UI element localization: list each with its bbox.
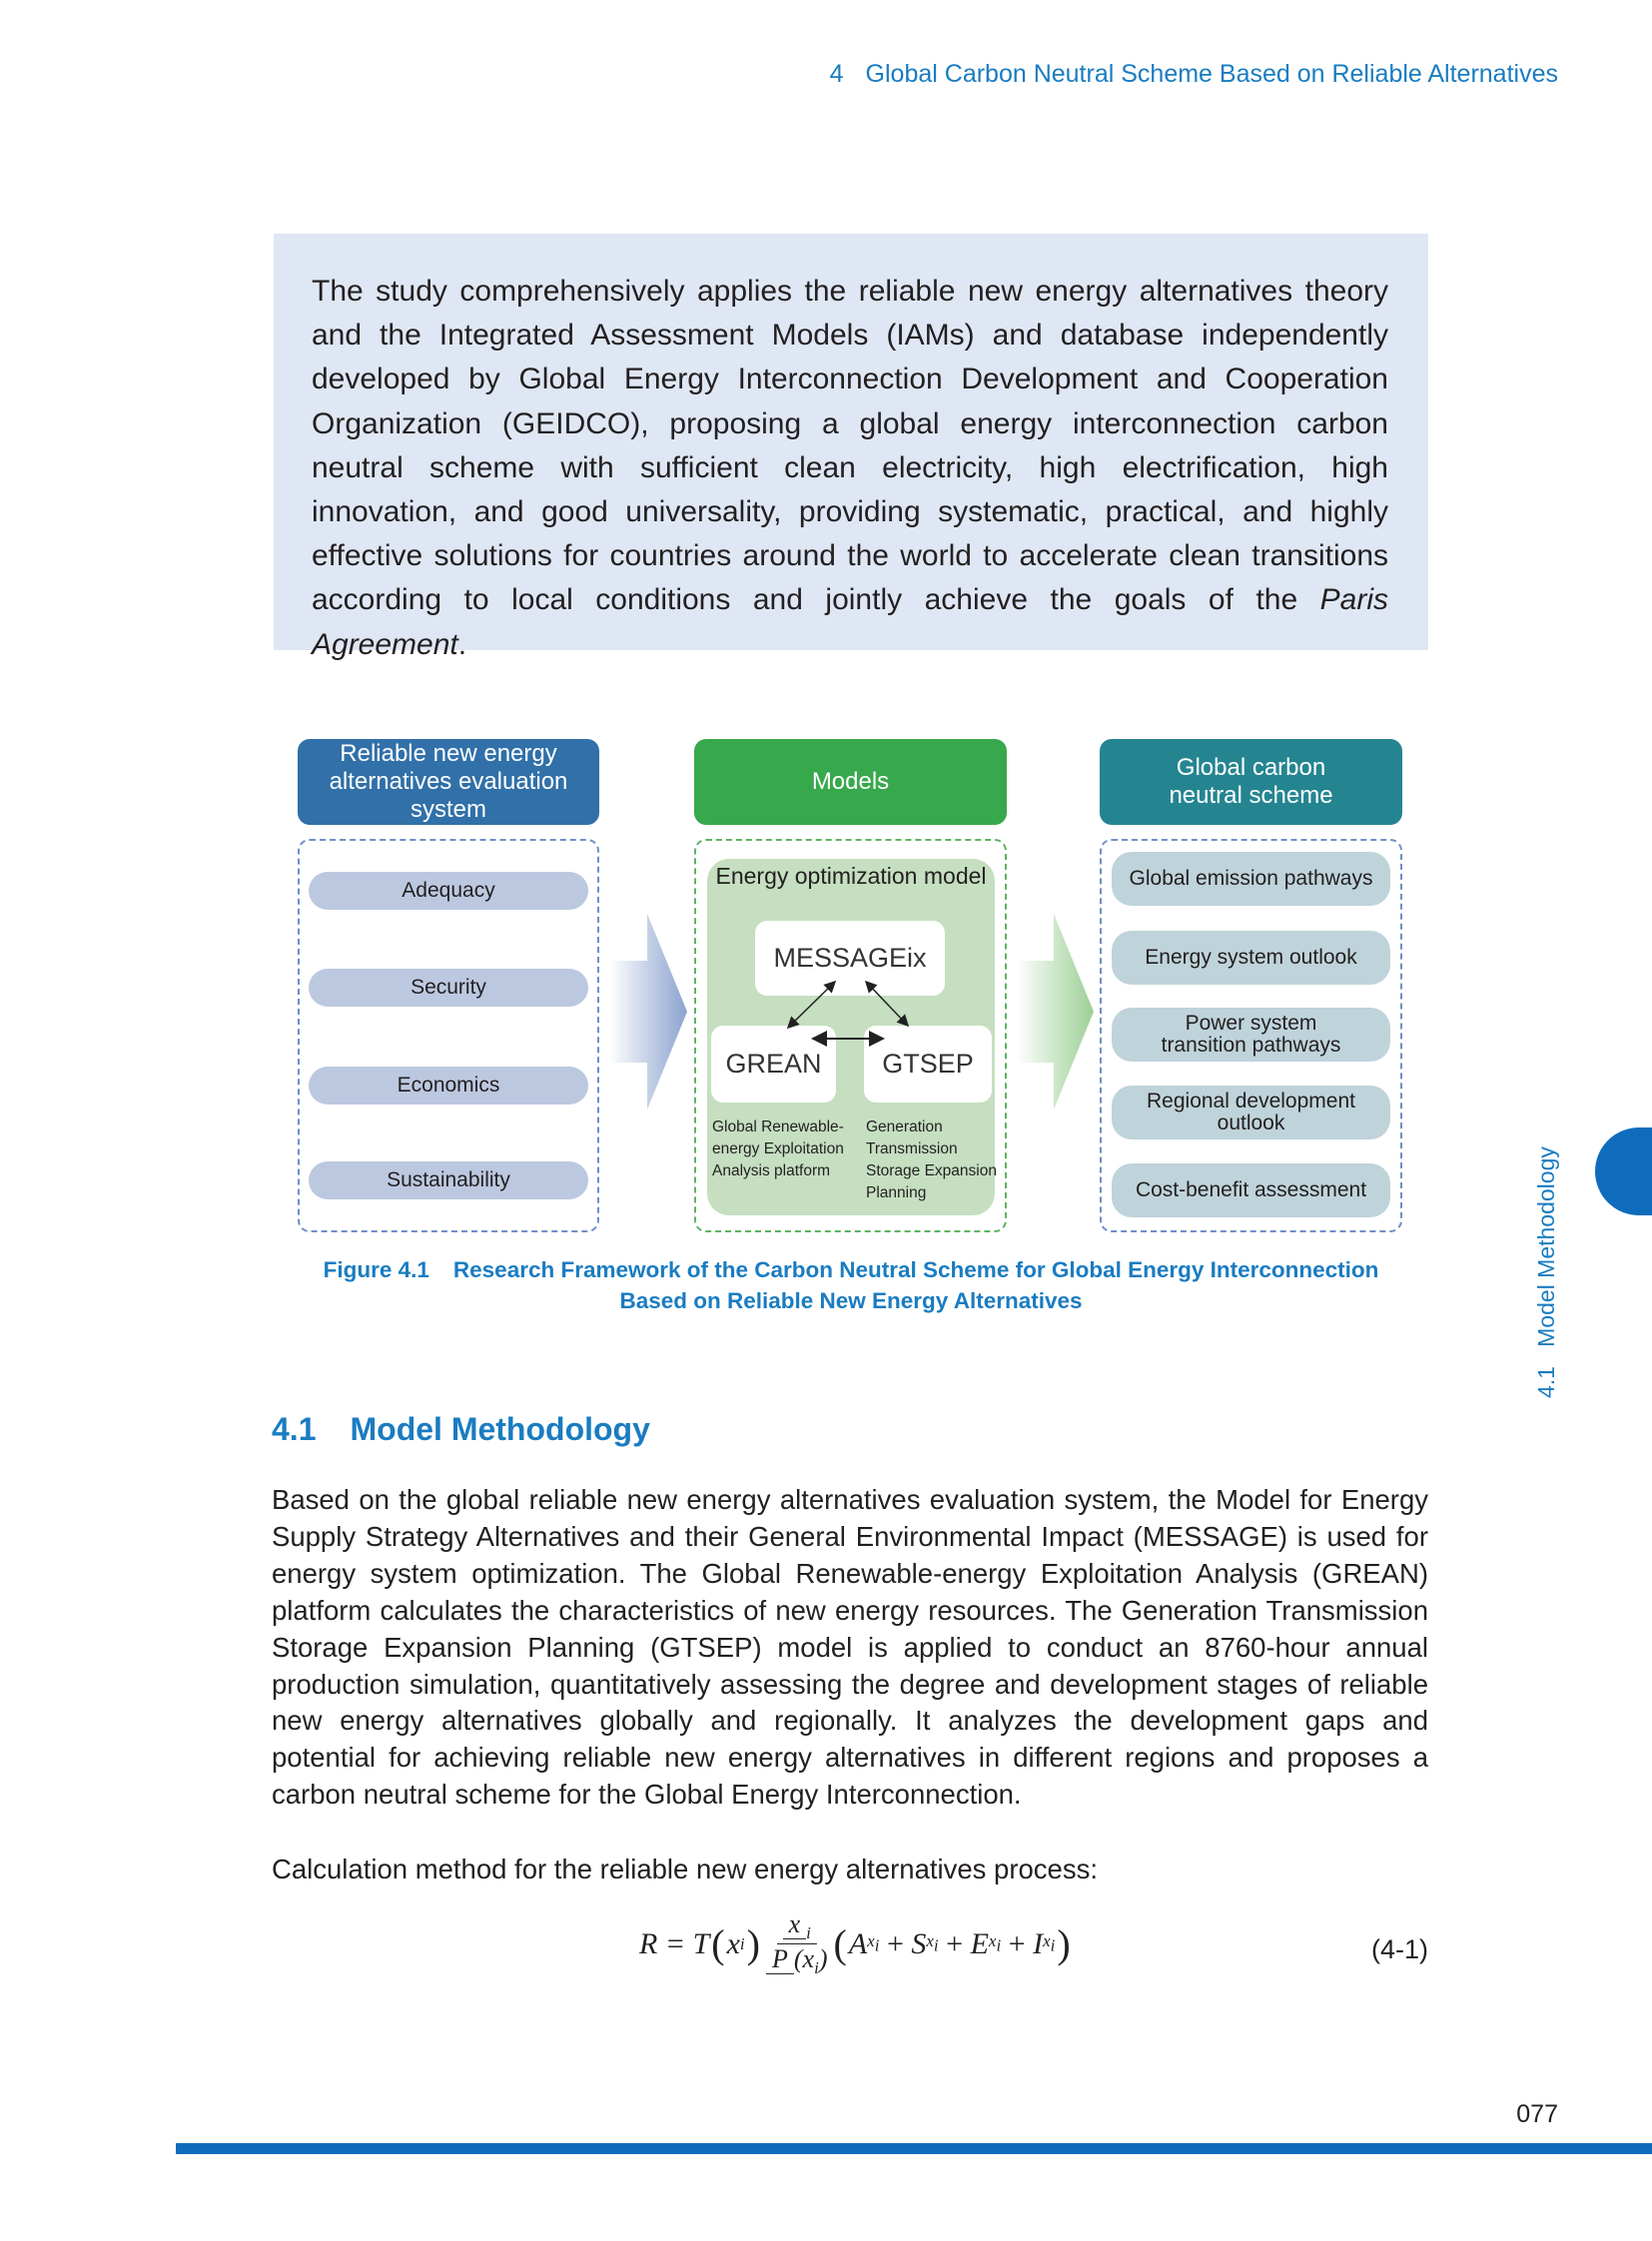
criterion-pill: Adequacy — [309, 872, 588, 910]
arrow-right-green-icon — [1011, 909, 1101, 1115]
eq-fraction: $\frac{x _i}{P (x_i)}$ — [766, 1909, 828, 1978]
figure-label: Figure 4.1 — [323, 1257, 429, 1282]
section-tab[interactable] — [1595, 1127, 1652, 1215]
criterion-pill: Sustainability — [309, 1161, 588, 1199]
right-header: Global carbon neutral scheme — [1100, 739, 1402, 825]
desc-line: Transmission — [866, 1140, 958, 1157]
grean-description — [712, 1117, 844, 1182]
eq-term: E — [970, 1926, 989, 1960]
outcome-pill: Power system transition pathways — [1112, 1008, 1390, 1062]
eq-sub: i — [739, 1933, 745, 1953]
equation: R = T ( x i ) $\frac{x _i}{P (x_i)}$ ( A $x_i$ + S $x_i$ + E $x_i$ + I $x_i$ ) — [639, 1909, 1071, 1978]
criterion-pill: Economics — [309, 1067, 588, 1105]
eq-plus: + — [946, 1926, 964, 1960]
figure-caption — [274, 1254, 1428, 1316]
desc-line: Storage Expansion — [866, 1162, 997, 1179]
eq-plus: + — [1008, 1926, 1026, 1960]
eq-plus: + — [886, 1926, 904, 1960]
eq-sub: i — [814, 1958, 819, 1978]
chapter-number: 4 — [829, 60, 844, 88]
eq-sub: i — [806, 1923, 811, 1943]
caption-line: Research Framework of the Carbon Neutral Scheme for Global Energy Interconnection — [452, 1257, 1379, 1282]
section-heading — [272, 1411, 650, 1448]
eq-num: x — [783, 1909, 807, 1939]
eq-term: I — [1033, 1926, 1044, 1960]
eq-arg: x — [802, 1944, 815, 1974]
messageix-box: MESSAGEix — [755, 921, 945, 996]
footer-bar — [176, 2143, 1652, 2154]
middle-header: Models — [694, 739, 1007, 825]
calculation-intro: Calculation method for the reliable new energy alternatives process: — [272, 1854, 1098, 1884]
outcome-pill: Global emission pathways — [1112, 852, 1390, 906]
outcome-pill: Energy system outlook — [1112, 931, 1390, 985]
eq-arg: x — [726, 1926, 740, 1960]
criterion-pill: Security — [309, 969, 588, 1007]
eq-lhs: R = T — [639, 1926, 710, 1960]
desc-line: Global Renewable- — [712, 1119, 844, 1135]
eq-term: A — [848, 1926, 868, 1960]
outcome-pill: Cost-benefit assessment — [1112, 1163, 1390, 1217]
gtsep-box: GTSEP — [864, 1026, 992, 1103]
outcome-pill: Regional development outlook — [1112, 1086, 1390, 1139]
page-number: 077 — [1516, 2100, 1558, 2128]
equation-number: (4-1) — [1370, 1934, 1428, 1964]
panel-title: Energy optimization model — [715, 863, 987, 889]
grean-box: GREAN — [711, 1026, 836, 1103]
body-paragraph: Based on the global reliable new energy alternatives evaluation system, the Model for Energy Supply Strategy Alternatives and their General Environmental Impact (MESSAGE) is used for energy system optimization. The Global Renewable-energy Exploitation Analysis (GREAN) platform calculates the characteristics of new energy resources. The Generation Transmission Storage Expansion Planning (GTSEP) model is applied to conduct an 8760-hour annual production simulation, quantitatively assessing the degree and development stages of reliable new energy alternatives globally and regionally. It analyzes the development gaps and potential for achieving reliable new energy alternatives in different regions and proposes a carbon neutral scheme for the Global Energy Interconnection. — [272, 1484, 1428, 1811]
desc-line: Analysis platform — [712, 1162, 831, 1179]
summary-box — [274, 234, 1428, 661]
eq-den: P — [766, 1944, 794, 1974]
desc-line: Planning — [866, 1184, 927, 1201]
eq-term: S — [911, 1926, 927, 1960]
arrow-right-blue-icon — [604, 909, 694, 1115]
gtsep-description — [866, 1117, 997, 1204]
side-section-label: 4.1 Model Methodology — [1533, 1146, 1559, 1398]
running-head — [830, 60, 1558, 89]
section-number: 4.1 — [272, 1411, 317, 1447]
caption-line: Based on Reliable New Energy Alternatives — [619, 1288, 1083, 1313]
summary-end: . — [457, 627, 467, 661]
section-title: Model Methodology — [350, 1411, 650, 1447]
summary-italic: Paris Agreement — [312, 583, 1388, 661]
desc-line: energy Exploitation — [712, 1140, 844, 1157]
model-link-arrows-icon — [699, 979, 999, 1049]
desc-line: Generation — [866, 1119, 943, 1135]
summary-text: The study comprehensively applies the reliable new energy alternatives theory and the Integrated Assessment Models (IAMs) and database independently developed by Global Energy Interconnection Development and Cooperation Organization (GEIDCO), proposing a global energy interconnection carbon neutral scheme with sufficient clean electricity, high electrification, high innovation, and good universality, providing systematic, practical, and highly effective solutions for countries around the world to accelerate clean transitions according to local conditions and jointly achieve the goals of the — [312, 275, 1388, 617]
chapter-title: Global Carbon Neutral Scheme Based on Reliable Alternatives — [865, 60, 1558, 88]
left-header: Reliable new energy alternatives evaluation system — [298, 739, 599, 825]
